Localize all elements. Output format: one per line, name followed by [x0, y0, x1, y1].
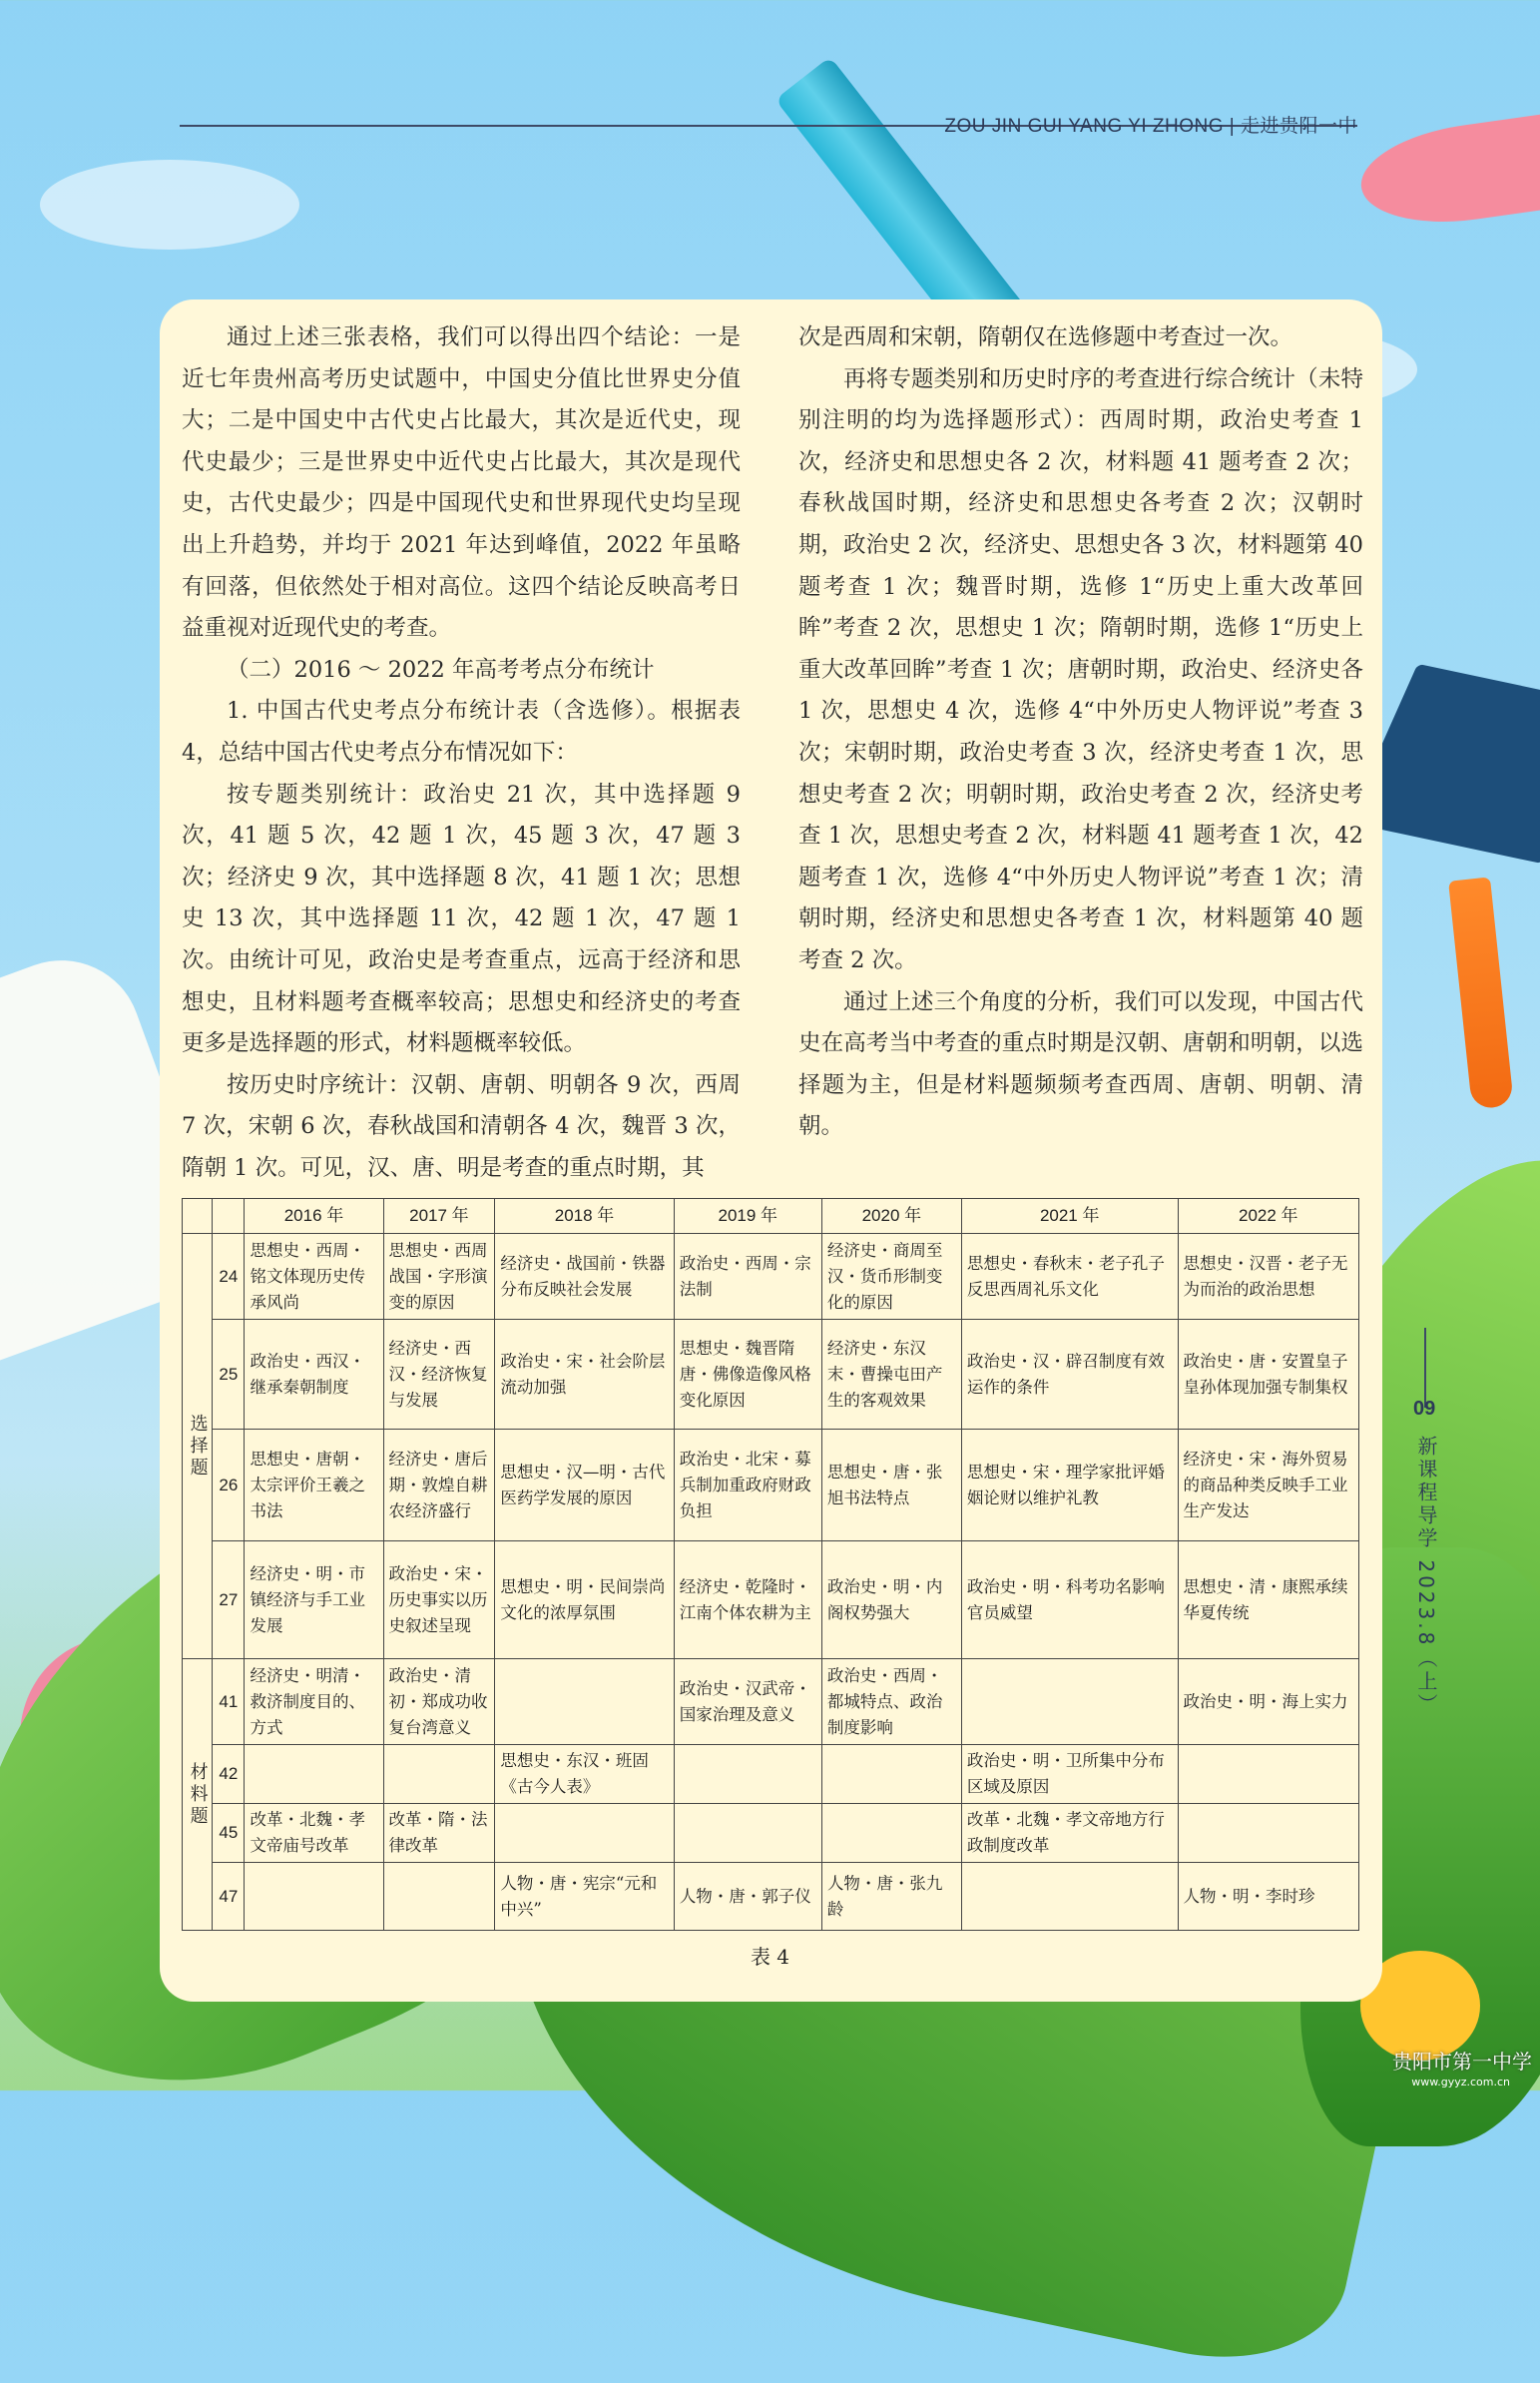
- table-cell: [821, 1804, 961, 1863]
- table-cell: 经济史・明清・救济制度目的、方式: [245, 1659, 383, 1745]
- table-cell: 思想史・东汉・班固《古今人表》: [495, 1745, 674, 1804]
- table-cell: [383, 1745, 495, 1804]
- table-header-row: [183, 1199, 1359, 1234]
- table-cell: 经济史・战国前・铁器分布反映社会发展: [495, 1234, 674, 1320]
- table-caption: 表 4: [750, 1945, 790, 1969]
- table-cell: [821, 1745, 961, 1804]
- table-cell: [245, 1863, 383, 1931]
- question-number: 25: [213, 1320, 245, 1430]
- running-title: ZOU JIN GUI YANG YI ZHONG | 走进贵阳一中: [944, 116, 1357, 137]
- year-header: 2018 年: [495, 1199, 674, 1234]
- table-cell: [495, 1804, 674, 1863]
- question-number: 47: [213, 1863, 245, 1931]
- table-cell: 人物・明・李时珍: [1178, 1863, 1358, 1931]
- paragraph: 按历史时序统计：汉朝、唐朝、明朝各 9 次，西周 7 次，宋朝 6 次，春秋战国和清朝各 4 次，魏晋 3 次，隋朝 1 次。可见，汉、唐、明是考查的重点时期，其: [182, 1071, 741, 1181]
- table-cell: [383, 1863, 495, 1931]
- table-cell: 思想史・魏晋隋唐・佛像造像风格变化原因: [674, 1320, 821, 1430]
- table-cell: 政治史・明・内阁权势强大: [821, 1541, 961, 1659]
- table-cell: 思想史・唐朝・太宗评价王羲之书法: [245, 1430, 383, 1541]
- table-row: [183, 1804, 1359, 1863]
- table-cell: 人物・唐・张九龄: [821, 1863, 961, 1931]
- group-label: 材料题: [183, 1659, 213, 1931]
- table-cell: 思想史・明・民间崇尚文化的浓厚氛围: [495, 1541, 674, 1659]
- table-cell: 政治史・汉武帝・国家治理及意义: [674, 1659, 821, 1745]
- year-header: 2021 年: [961, 1199, 1178, 1234]
- paragraph: 通过上述三个角度的分析，我们可以发现，中国古代史在高考当中考查的重点时期是汉朝、唐朝和明朝，以选择题为主，但是材料题频频考查西周、唐朝、明朝、清朝。: [798, 988, 1363, 1140]
- table-cell: 政治史・西周・宗法制: [674, 1234, 821, 1320]
- year-header: 2019 年: [674, 1199, 821, 1234]
- table-cell: 政治史・宋・社会阶层流动加强: [495, 1320, 674, 1430]
- journal-name: 新课程导学 2023.8（上）: [1414, 1436, 1438, 1717]
- table-cell: [1178, 1745, 1358, 1804]
- table-cell: 改革・北魏・孝文帝庙号改革: [245, 1804, 383, 1863]
- table-cell: 思想史・西周・铭文体现历史传承风尚: [245, 1234, 383, 1320]
- paragraph: 通过上述三张表格，我们可以得出四个结论：一是近七年贵州高考历史试题中，中国史分值比世界史分值大；二是中国史中古代史占比最大，其次是近代史，现代史最少；三是世界史中近代史占比最大，其次是现代史，古代史最少；四是中国现代史和世界现代史均呈现出上升趋势，并均于 2021 年达到峰值，2022 年虽略有回落，但依然处于相对高位。这四个结论反映高考日益重视对近现代史的考查。: [182, 324, 741, 642]
- header-cell: [183, 1199, 213, 1234]
- table-cell: 思想史・春秋末・老子孔子反思西周礼乐文化: [961, 1234, 1178, 1320]
- year-header: 2022 年: [1178, 1199, 1358, 1234]
- question-number: 26: [213, 1430, 245, 1541]
- section-heading: （二）2016 ～ 2022 年高考考点分布统计: [227, 656, 655, 683]
- side-rule: [1424, 1328, 1426, 1408]
- table-cell: 经济史・明・市镇经济与手工业发展: [245, 1541, 383, 1659]
- table-cell: 政治史・清初・郑成功收复台湾意义: [383, 1659, 495, 1745]
- question-number: 24: [213, 1234, 245, 1320]
- table-cell: 政治史・唐・安置皇子皇孙体现加强专制集权: [1178, 1320, 1358, 1430]
- table-cell: 改革・北魏・孝文帝地方行政制度改革: [961, 1804, 1178, 1863]
- table-cell: 经济史・西汉・经济恢复与发展: [383, 1320, 495, 1430]
- table-cell: 政治史・汉・辟召制度有效运作的条件: [961, 1320, 1178, 1430]
- table-cell: 思想史・汉—明・古代医药学发展的原因: [495, 1430, 674, 1541]
- table-cell: [674, 1745, 821, 1804]
- table-cell: 经济史・乾隆时・江南个体农耕为主: [674, 1541, 821, 1659]
- exam-points-table: [182, 1198, 1359, 1931]
- question-number: 45: [213, 1804, 245, 1863]
- year-header: 2016 年: [245, 1199, 383, 1234]
- table-cell: 经济史・东汉末・曹操屯田产生的客观效果: [821, 1320, 961, 1430]
- table-cell: 经济史・宋・海外贸易的商品种类反映手工业生产发达: [1178, 1430, 1358, 1541]
- question-number: 42: [213, 1745, 245, 1804]
- table-cell: 政治史・明・科考功名影响官员威望: [961, 1541, 1178, 1659]
- table-cell: 政治史・西汉・继承秦朝制度: [245, 1320, 383, 1430]
- table-cell: [495, 1659, 674, 1745]
- table-cell: 思想史・清・康熙承续华夏传统: [1178, 1541, 1358, 1659]
- watermark-url: www.gyyz.com.cn: [1411, 2076, 1510, 2088]
- table-cell: 思想史・汉晋・老子无为而治的政治思想: [1178, 1234, 1358, 1320]
- paragraph: 次是西周和宋朝，隋朝仅在选修题中考查过一次。: [798, 324, 1293, 350]
- left-column: [182, 317, 741, 1189]
- cloud-decoration: [40, 160, 299, 250]
- paragraph: 再将专题类别和历史时序的考查进行综合统计（未特别注明的均为选择题形式）：西周时期，政治史考查 1 次，经济史和思想史各 2 次，材料题 41 题考查 2 次；春秋战国时期，经济史和思想史各考查 2 次；汉朝时期，政治史 2 次，经济史、思想史各 3 次，材料题第 40 题考查 1 次；魏晋时期，选修 1“历史上重大改革回眸”考查 2 次，思想史 1 次；隋朝时期，选修 1“历史上重大改革回眸”考查 1 次；唐朝时期，政治史、经济史各 1 次，思想史 4 次，选修 4“中外历史人物评说”考查 3 次；宋朝时期，政治史考查 3 次，经济史考查 1 次，思想史考查 2 次；明朝时期，政治史考查 2 次，经济史考查 1 次，思想史考查 2 次，材料题 41 题考查 1 次，42 题考查 1 次，选修 4“中外历史人物评说”考查 1 次；清朝时期，经济史和思想史各考查 1 次，材料题第 40 题考查 2 次。: [798, 365, 1363, 973]
- table-cell: 政治史・明・卫所集中分布区域及原因: [961, 1745, 1178, 1804]
- table-cell: 改革・隋・法律改革: [383, 1804, 495, 1863]
- table-cell: [961, 1659, 1178, 1745]
- table-cell: 政治史・明・海上实力: [1178, 1659, 1358, 1745]
- table-row: [183, 1863, 1359, 1931]
- table-cell: 经济史・唐后期・敦煌自耕农经济盛行: [383, 1430, 495, 1541]
- table-cell: [674, 1804, 821, 1863]
- right-column: [798, 317, 1363, 1148]
- paragraph: 按专题类别统计：政治史 21 次，其中选择题 9 次，41 题 5 次，42 题 1 次，45 题 3 次，47 题 3 次；经济史 9 次，其中选择题 8 次，41 题 1 次；思想史 13 次，其中选择题 11 次，42 题 1 次，47 题 1 次。由统计可见，政治史是考查重点，远高于经济和思想史，且材料题考查概率较高；思想史和经济史的考查更多是选择题的形式，材料题概率较低。: [182, 781, 741, 1057]
- table-cell: 经济史・商周至汉・货币形制变化的原因: [821, 1234, 961, 1320]
- page-number: 09: [1413, 1398, 1436, 1420]
- year-header: 2020 年: [821, 1199, 961, 1234]
- table-cell: 思想史・唐・张旭书法特点: [821, 1430, 961, 1541]
- table-row: [183, 1541, 1359, 1659]
- table-cell: [245, 1745, 383, 1804]
- table-row: [183, 1320, 1359, 1430]
- table-cell: 人物・唐・郭子仪: [674, 1863, 821, 1931]
- header-cell: [213, 1199, 245, 1234]
- table-cell: 政治史・北宋・募兵制加重政府财政负担: [674, 1430, 821, 1541]
- table-cell: [961, 1863, 1178, 1931]
- watermark-text: 贵阳市第一中学: [1392, 2050, 1532, 2074]
- paragraph: 1. 中国古代史考点分布统计表（含选修）。根据表 4，总结中国古代史考点分布情况如下：: [182, 698, 741, 766]
- tassel-decoration: [1448, 877, 1514, 1109]
- table-row: [183, 1234, 1359, 1320]
- pink-shape-decoration: [1354, 110, 1540, 235]
- question-number: 41: [213, 1659, 245, 1745]
- year-header: 2017 年: [383, 1199, 495, 1234]
- table-cell: 思想史・宋・理学家批评婚姻论财以维护礼教: [961, 1430, 1178, 1541]
- table-cell: [1178, 1804, 1358, 1863]
- table-cell: 人物・唐・宪宗“元和中兴”: [495, 1863, 674, 1931]
- table-cell: 政治史・宋・历史事实以历史叙述呈现: [383, 1541, 495, 1659]
- table-row: [183, 1430, 1359, 1541]
- table-cell: 政治史・西周・都城特点、政治制度影响: [821, 1659, 961, 1745]
- table-row: [183, 1745, 1359, 1804]
- question-number: 27: [213, 1541, 245, 1659]
- table-row: [183, 1659, 1359, 1745]
- table-cell: 思想史・西周战国・字形演变的原因: [383, 1234, 495, 1320]
- group-label: 选择题: [183, 1234, 213, 1659]
